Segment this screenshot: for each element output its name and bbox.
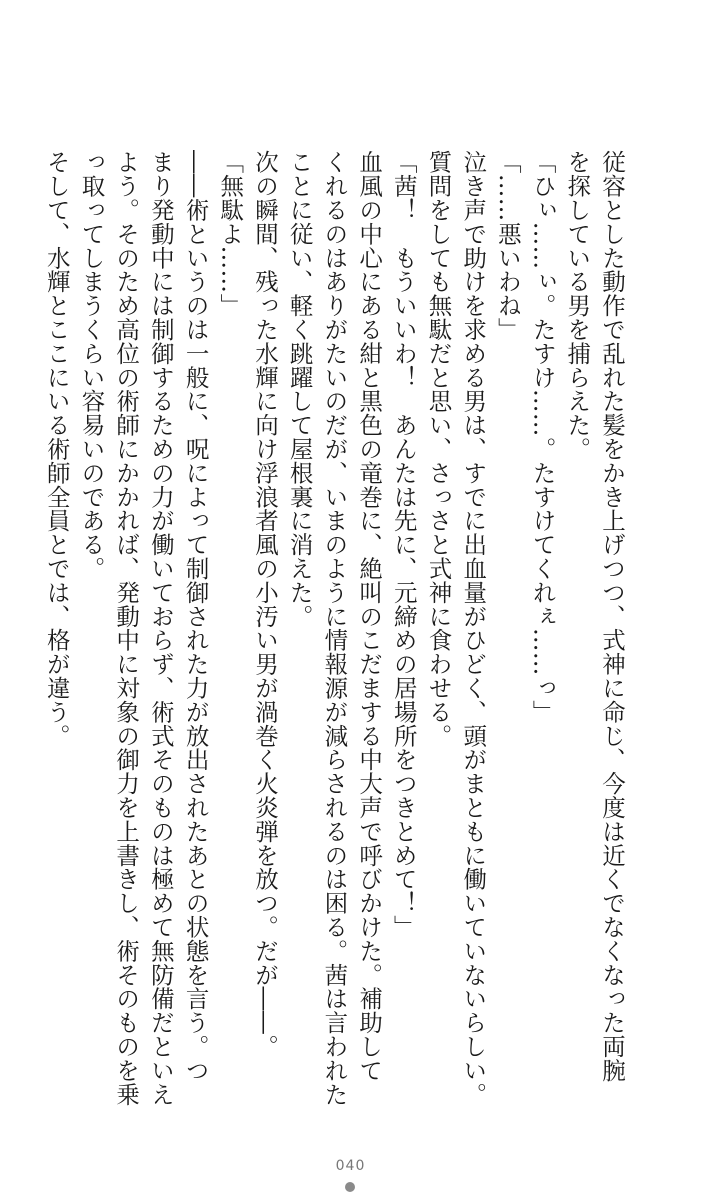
text-line: 質問をしても無駄だと思い、さっさと式神に食わせる。 [424,150,453,748]
text-line: っ取ってしまうくらい容易いのである。 [77,150,106,581]
novel-text-column-block [42,150,629,1106]
text-line: よう。そのため高位の術師にかかれば、発動中に対象の御力を上書きし、術そのものを乗 [112,150,141,1106]
text-line: 次の瞬間、残った水輝に向け浮浪者風の小汚い男が渦巻く火炎弾を放つ。だが――。 [250,150,279,1059]
text-line: まり発動中には制御するための力が働いておらず、術式そのものは極めて無防備だといえ [146,150,175,1106]
text-line: ――術というのは一般に、呪によって制御された力が放出されたあとの状態を言う。つ [181,150,210,1083]
text-line: ことに従い、軽く跳躍して屋根裏に消えた。 [285,150,314,628]
text-line: 従容とした動作で乱れた髪をかき上げつつ、式神に命じ、今度は近くでなくなった両腕 [598,150,626,1083]
page-dot-icon [345,1182,355,1192]
text-line: 「……悪いわね」 [493,150,522,342]
text-line: 「無駄よ……」 [216,150,245,318]
text-line: 「茜！ もういいわ！ あんたは先に、元締めの居場所をつきとめて！」 [389,150,418,939]
page-number: 040 [335,1158,366,1174]
text-line: 血風の中心にある紺と黒色の竜巻に、絶叫のこだまする中大声で呼びかけた。補助して [355,150,384,1083]
text-line: そして、水輝とここにいる術師全員とでは、格が違う。 [42,150,71,748]
text-line: を探している男を捕らえた。 [563,150,592,461]
text-line: くれるのはありがたいのだが、いまのように情報源が減らされるのは困る。茜は言われた [320,150,349,1106]
text-line: 「ひぃ……ぃ。たすけ……。たすけてくれぇ……っ」 [528,150,557,724]
text-line: 泣き声で助けを求める男は、すでに出血量がひどく、頭がまともに働いていないらしい。 [459,150,488,1106]
